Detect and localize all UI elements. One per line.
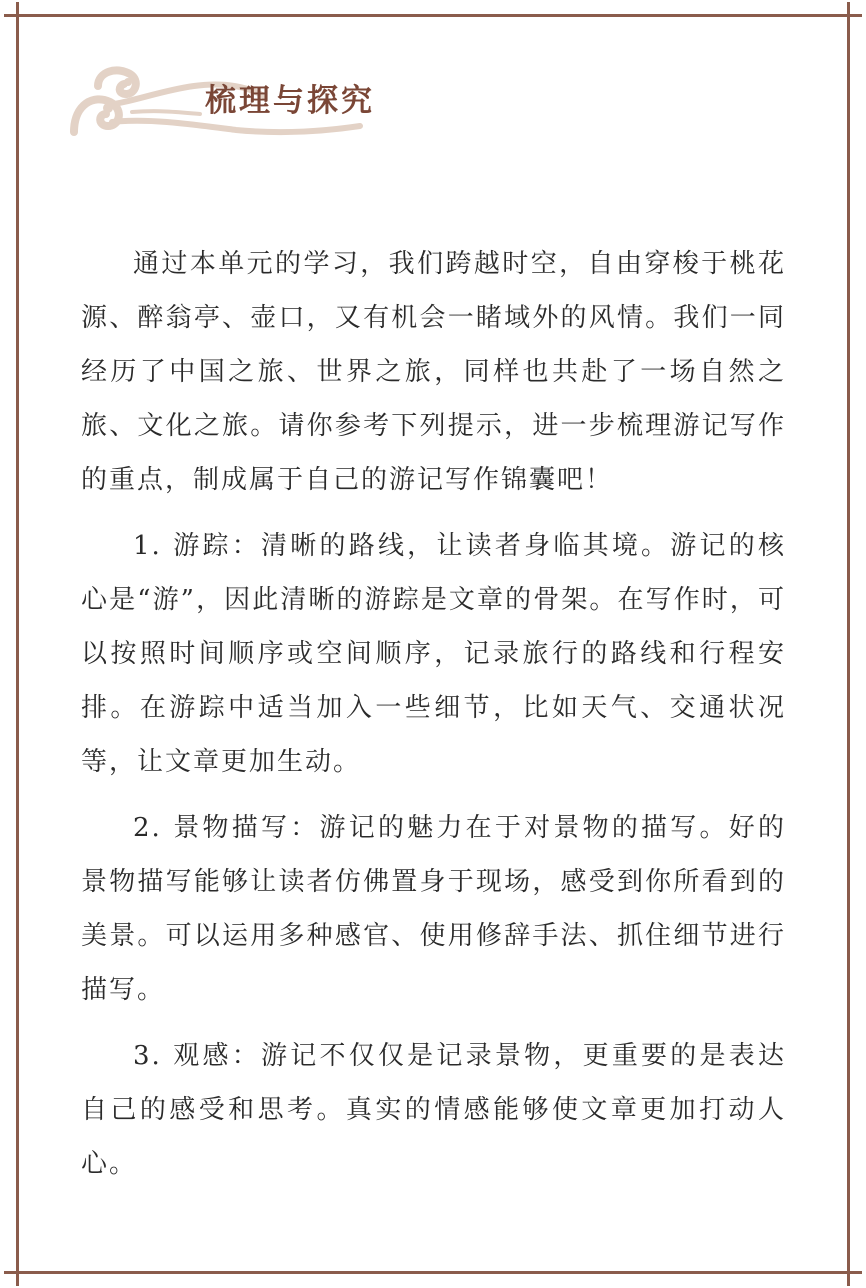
page-border-left [16, 14, 19, 1274]
page-border-top [16, 14, 850, 17]
corner-mark-bottom-right-h [850, 1271, 862, 1274]
corner-mark-bottom-left-h [4, 1271, 16, 1274]
tip-paragraph-route: 1. 游踪：清晰的路线，让读者身临其境。游记的核心是“游”，因此清晰的游踪是文章的骨架。在写作时，可以按照时间顺序或空间顺序，记录旅行的路线和行程安排。在游踪中适当加入一些细节，比如天气、交通状况等，让文章更加生动。 [81, 531, 786, 777]
intro-paragraph: 通过本单元的学习，我们跨越时空，自由穿梭于桃花源、醉翁亭、壶口，又有机会一睹域外的风情。我们一同经历了中国之旅、世界之旅，同样也共赴了一场自然之旅、文化之旅。请你参考下列提示，进一步梳理游记写作的重点，制成属于自己的游记写作锦囊吧！ [81, 249, 786, 495]
corner-mark-top-left-h [4, 14, 16, 17]
corner-mark-top-right-v [847, 2, 850, 14]
tip-paragraph-feelings: 3. 观感：游记不仅仅是记录景物，更重要的是表达自己的感受和思考。真实的情感能够使文章更加打动人心。 [81, 1041, 786, 1179]
page-border-bottom [16, 1271, 850, 1274]
corner-mark-top-left-v [16, 2, 19, 14]
section-title: 梳理与探究 [205, 83, 375, 119]
corner-mark-bottom-right-v [847, 1274, 850, 1286]
corner-mark-bottom-left-v [16, 1274, 19, 1286]
page-border-right [847, 14, 850, 1274]
corner-mark-top-right-h [850, 14, 862, 17]
body-text [81, 237, 786, 1203]
tip-paragraph-scenery: 2. 景物描写：游记的魅力在于对景物的描写。好的景物描写能够让读者仿佛置身于现场，感受到你所看到的美景。可以运用多种感官、使用修辞手法、抓住细节进行描写。 [81, 813, 786, 1005]
